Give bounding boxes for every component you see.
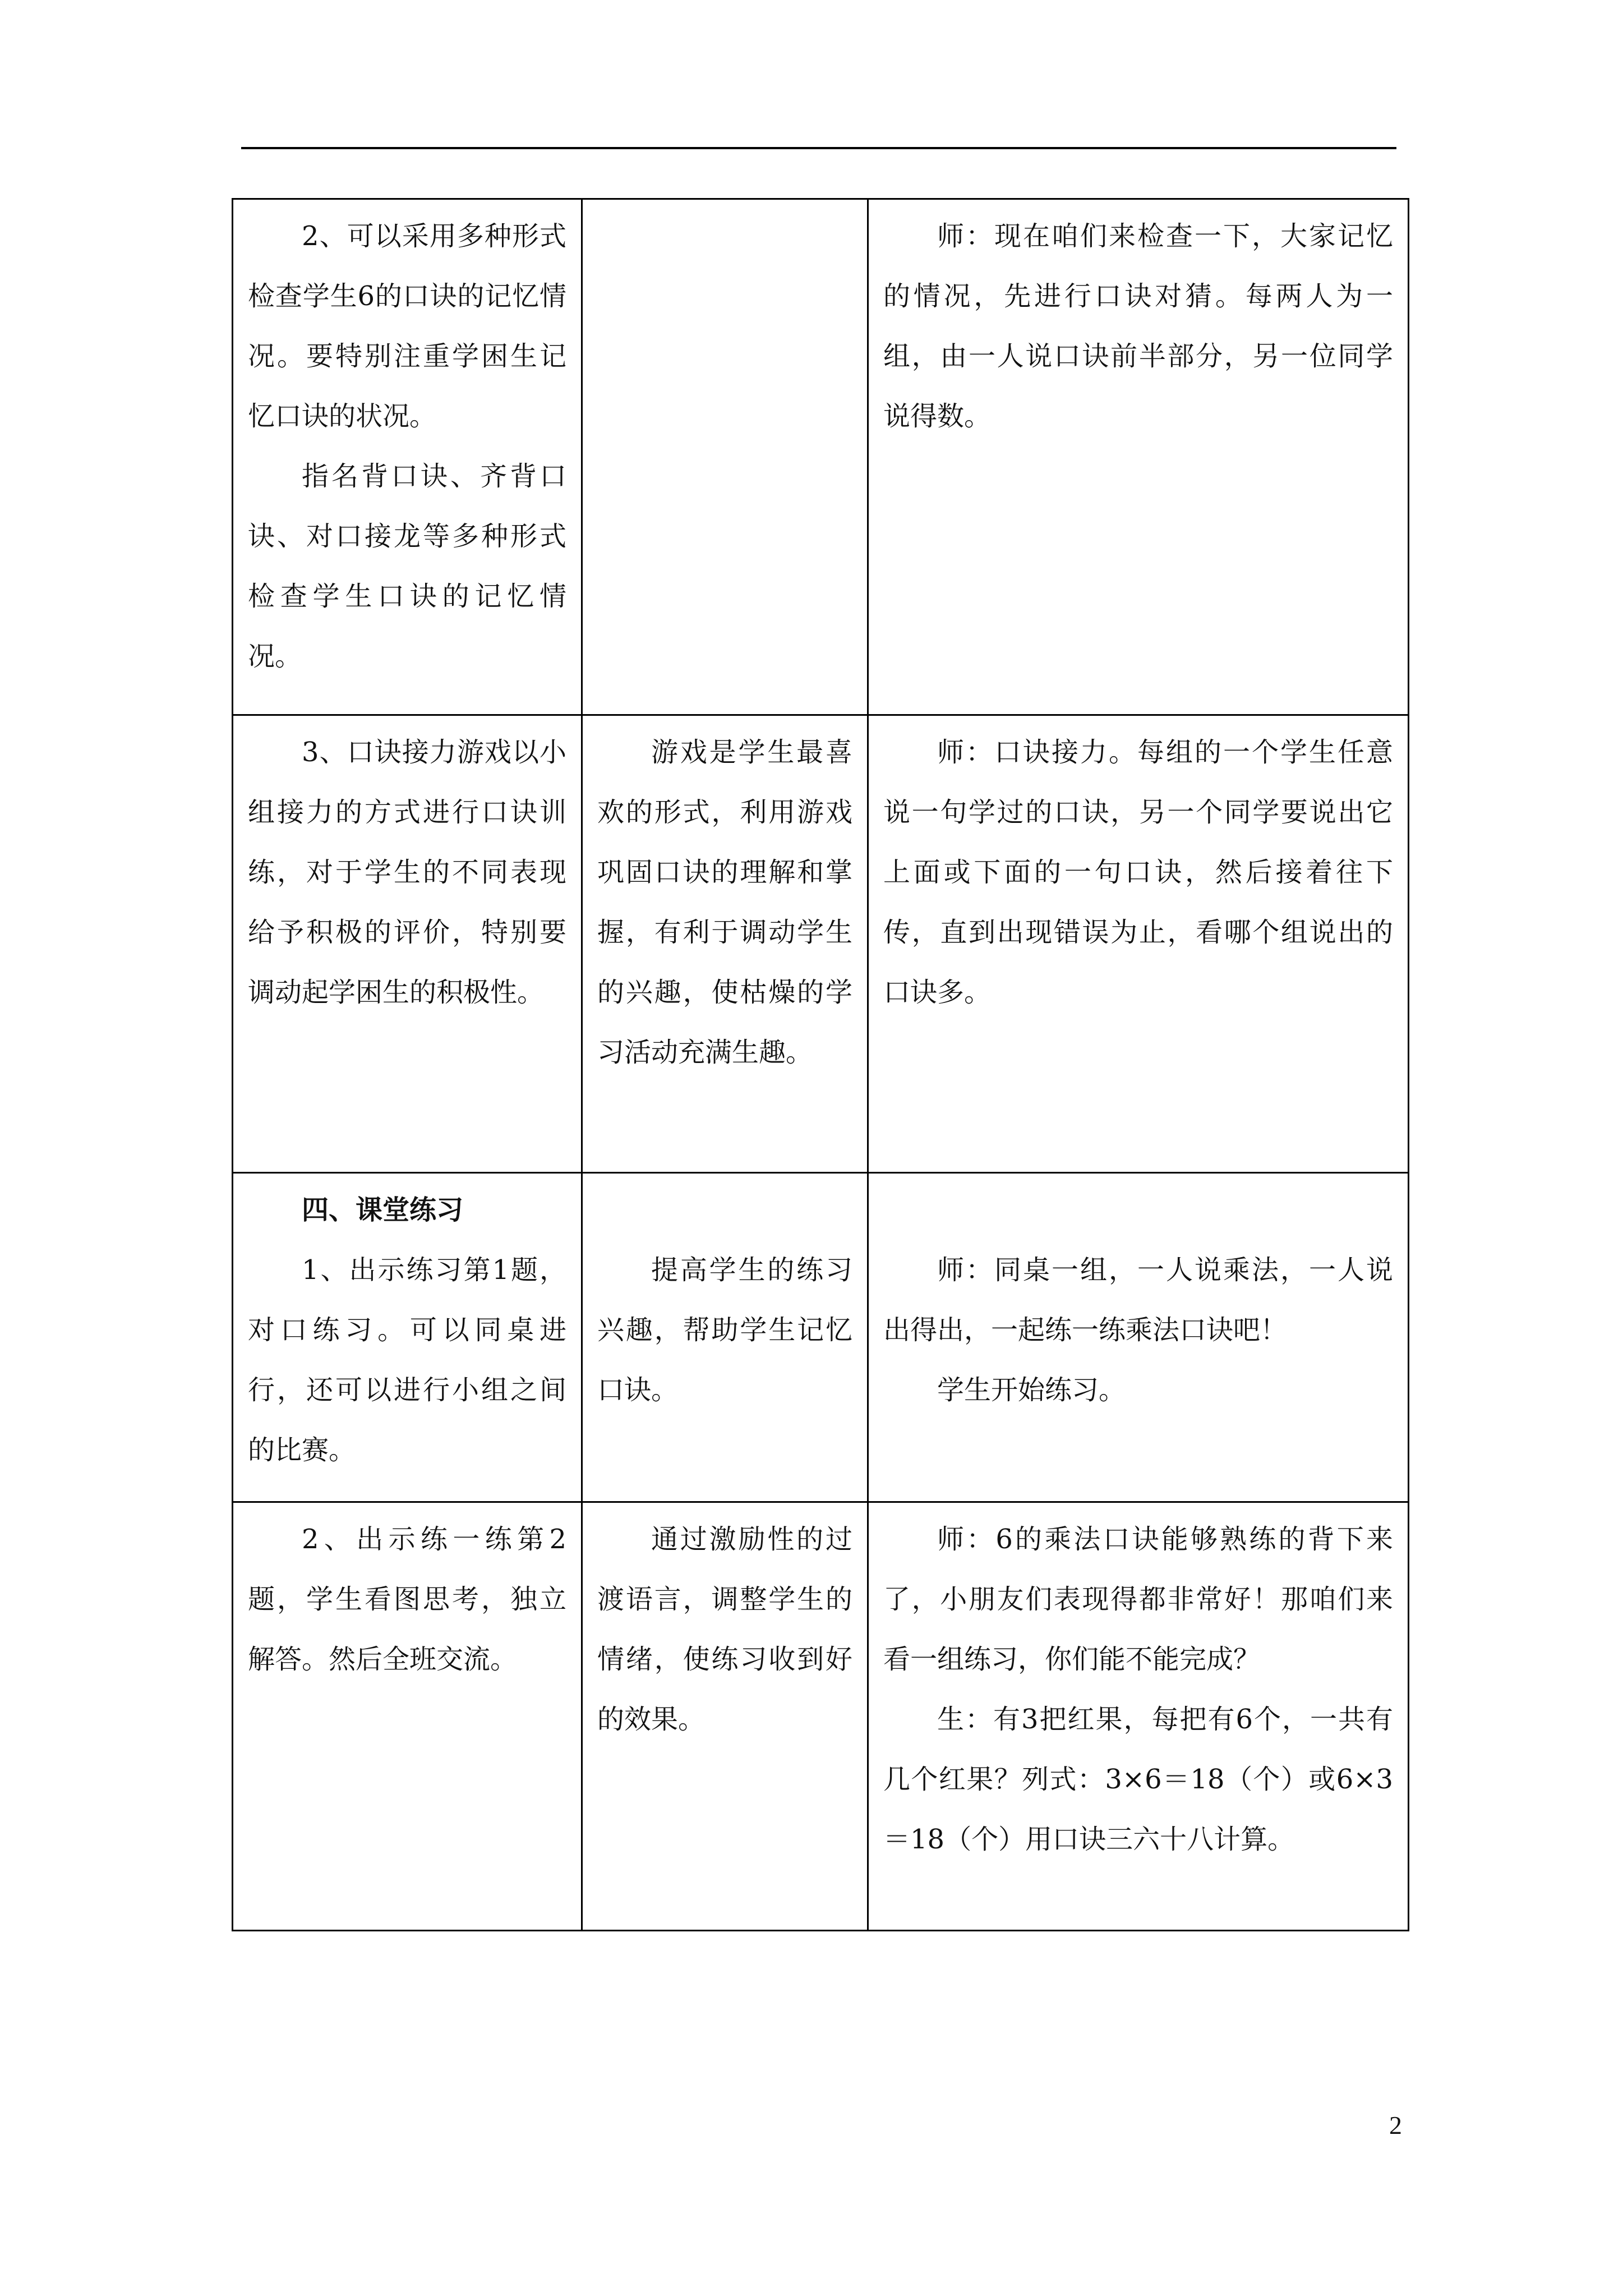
paragraph: 师：6的乘法口诀能够熟练的背下来了，小朋友们表现得都非常好！那咱们来看一组练习，你们能不能完成？ xyxy=(883,1524,1393,1675)
dialogue-cell xyxy=(868,1502,1409,1931)
header-rule xyxy=(241,147,1396,149)
page-number: 2 xyxy=(1389,2111,1402,2139)
activity-cell xyxy=(233,1502,582,1931)
dialogue-cell xyxy=(868,715,1409,1173)
dialogue-cell xyxy=(868,199,1409,715)
paragraph: 提高学生的练习兴趣，帮助学生记忆口诀。 xyxy=(597,1254,852,1406)
intent-cell xyxy=(582,715,868,1173)
lesson-plan-table xyxy=(232,198,1409,1931)
paragraph: 师：口诀接力。每组的一个学生任意说一句学过的口诀，另一个同学要说出它上面或下面的一句口诀，然后接着往下传，直到出现错误为止，看哪个组说出的口诀多。 xyxy=(883,737,1393,1008)
section-heading: 四、课堂练习 xyxy=(302,1194,464,1226)
paragraph: 指名背口诀、齐背口诀、对口接龙等多种形式检查学生口诀的记忆情况。 xyxy=(248,461,566,672)
paragraph: 游戏是学生最喜欢的形式，利用游戏巩固口诀的理解和掌握，有利于调动学生的兴趣，使枯燥的学习活动充满生趣。 xyxy=(597,737,852,1068)
paragraph: 学生开始练习。 xyxy=(937,1374,1126,1406)
table-row xyxy=(233,715,1409,1173)
paragraph: 1、出示练习第1题，对口练习。可以同桌进行，还可以进行小组之间的比赛。 xyxy=(248,1254,566,1466)
intent-cell xyxy=(582,1502,868,1931)
dialogue-cell xyxy=(868,1173,1409,1502)
paragraph: 通过激励性的过渡语言，调整学生的情绪，使练习收到好的效果。 xyxy=(597,1524,852,1735)
table-row xyxy=(233,1502,1409,1931)
activity-cell xyxy=(233,199,582,715)
paragraph: 2、可以采用多种形式检查学生6的口诀的记忆情况。要特别注重学困生记忆口诀的状况。 xyxy=(248,220,566,432)
intent-cell xyxy=(582,1173,868,1502)
table-row xyxy=(233,1173,1409,1502)
paragraph: 生：有3把红果，每把有6个，一共有几个红果？列式：3×6＝18（个）或6×3＝18（个）用口诀三六十八计算。 xyxy=(883,1704,1393,1855)
table-row xyxy=(233,199,1409,715)
paragraph: 3、口诀接力游戏以小组接力的方式进行口诀训练，对于学生的不同表现给予积极的评价，特别要调动起学困生的积极性。 xyxy=(248,737,566,1008)
activity-cell xyxy=(233,1173,582,1502)
paragraph: 师：同桌一组，一人说乘法，一人说出得出，一起练一练乘法口诀吧！ xyxy=(883,1254,1393,1346)
paragraph: 2、出示练一练第2题，学生看图思考，独立解答。然后全班交流。 xyxy=(248,1524,566,1675)
paragraph: 师：现在咱们来检查一下，大家记忆的情况，先进行口诀对猜。每两人为一组，由一人说口诀前半部分，另一位同学说得数。 xyxy=(883,220,1393,432)
intent-cell xyxy=(582,199,868,715)
activity-cell xyxy=(233,715,582,1173)
